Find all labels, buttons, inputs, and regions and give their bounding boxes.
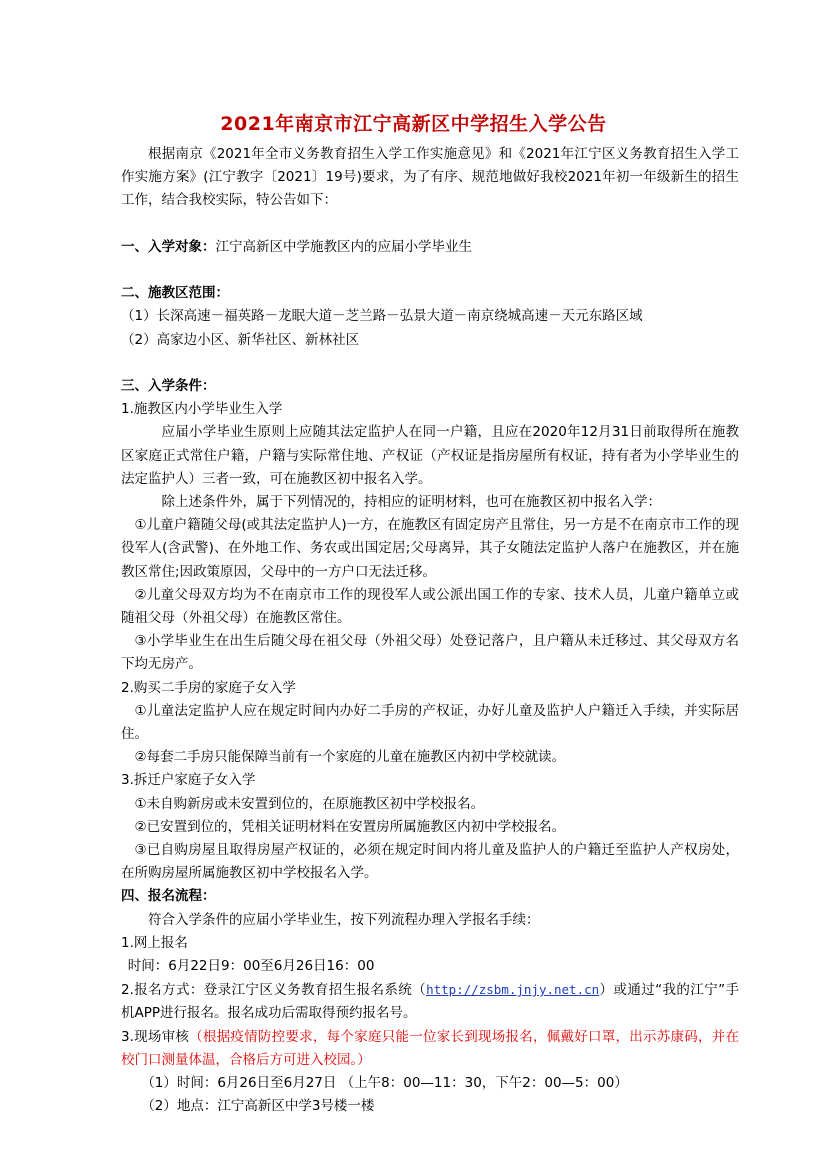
- paragraph: 符合入学条件的应届小学毕业生，按下列流程办理入学报名手续：: [148, 911, 540, 928]
- registration-link[interactable]: http://zsbm.jnjy.net.cn: [426, 982, 600, 998]
- list-item: ①未自购新房或未安置到位的，在原施教区初中学校报名。: [134, 795, 485, 812]
- subsection-title: 1.网上报名: [121, 934, 188, 951]
- intro-paragraph: 根据南京《2021年全市义务教育招生入学工作实施意见》和《2021年江宁区义务教育招生入学工作实施方案》(江宁教字〔2021〕19号)要求，为了有序、规范地做好我校2021年初一年级新生的招生工作，结合我校实际，特公告如下：: [121, 146, 739, 209]
- paragraph: 应届小学毕业生原则上应随其法定监护人在同一户籍，且应在2020年12月31日前取得所在施教区家庭正式常住户籍，户籍与实际常住地、产权证（产权证是指房屋所有权证，持有者为小学毕业生的法定监护人）三者一致，可在施教区初中报名入学。: [121, 424, 739, 487]
- list-item: ③已自购房屋且取得房屋产权证的，必须在规定时间内将儿童及监护人的户籍迁至监护人产权房处，在所购房屋所属施教区初中学校报名入学。: [121, 842, 739, 882]
- section-heading: 二、施教区范围：: [121, 285, 229, 302]
- subsection-title: 3.拆迁户家庭子女入学: [121, 772, 256, 789]
- document-body: [121, 143, 739, 1118]
- section-heading: 一、入学对象：: [121, 238, 216, 255]
- list-item: ②已安置到位的，凭相关证明材料在安置房所属施教区内初中学校报名。: [134, 818, 566, 835]
- list-item: ①儿童法定监护人应在规定时间内办好二手房的产权证，办好儿童及监护人户籍迁入手续，并实际居住。: [121, 702, 739, 743]
- list-item: （1）长深高速－福英路－龙眠大道－芝兰路－弘景大道－南京绕城高速－天元东路区域: [121, 308, 643, 325]
- section-heading: 四、报名流程：: [121, 888, 216, 905]
- section-text: 江宁高新区中学施教区内的应届小学毕业生: [215, 238, 472, 255]
- list-item: ②儿童父母双方均为不在南京市工作的现役军人或公派出国工作的专家、技术人员，儿童户籍单立或随祖父母（外祖父母）在施教区常住。: [121, 586, 739, 627]
- place-line: （2）地点：江宁高新区中学3号楼一楼: [141, 1098, 375, 1115]
- list-item: （2）高家边小区、新华社区、新林社区: [121, 331, 360, 348]
- registration-method: 2.报名方式：登录江宁区义务教育招生报名系统（http://zsbm.jnjy.net.cn）或通过“我的江宁”手机APP进行报名。报名成功后需取得预约报名号。: [121, 982, 739, 1022]
- epidemic-note: （根据疫情防控要求，每个家庭只能一位家长到现场报名，佩戴好口罩，出示苏康码，并在校门口测量体温，合格后方可进入校园。）: [121, 1028, 740, 1068]
- section-heading: 三、入学条件：: [121, 377, 216, 394]
- list-item: ③小学毕业生在出生后随父母在祖父母（外祖父母）处登记落户，且户籍从未迁移过、其父母双方名下均无房产。: [121, 633, 739, 673]
- subsection-title: 3.现场审核: [121, 1028, 190, 1045]
- time-line: 时间：6月22日9：00至6月26日16：00: [127, 958, 375, 975]
- document-title: 2021年南京市江宁高新区中学招生入学公告: [220, 113, 607, 135]
- section-admission-target: [121, 236, 739, 259]
- list-item: ①儿童户籍随父母(或其法定监护人)一方，在施教区有固定房产且常住，另一方是不在南京市工作的现役军人(含武警)、在外地工作、务农或出国定居;父母离异，其子女随法定监护人落户在施教区，并在施教区常住;因政策原因，父母中的一方户口无法迁移。: [121, 517, 739, 580]
- onsite-review: [121, 1026, 739, 1072]
- list-item: ②每套二手房只能保障当前有一个家庭的儿童在施教区内初中学校就读。: [134, 749, 566, 766]
- time-line: （1）时间：6月26日至6月27日 （上午8：00—11：30，下午2：00—5：00）: [141, 1075, 628, 1092]
- paragraph: 除上述条件外，属于下列情况的，持相应的证明材料，也可在施教区初中报名入学：: [161, 494, 661, 510]
- subsection-title: 2.购买二手房的家庭子女入学: [121, 679, 296, 696]
- subsection-title: 1.施教区内小学毕业生入学: [121, 401, 283, 418]
